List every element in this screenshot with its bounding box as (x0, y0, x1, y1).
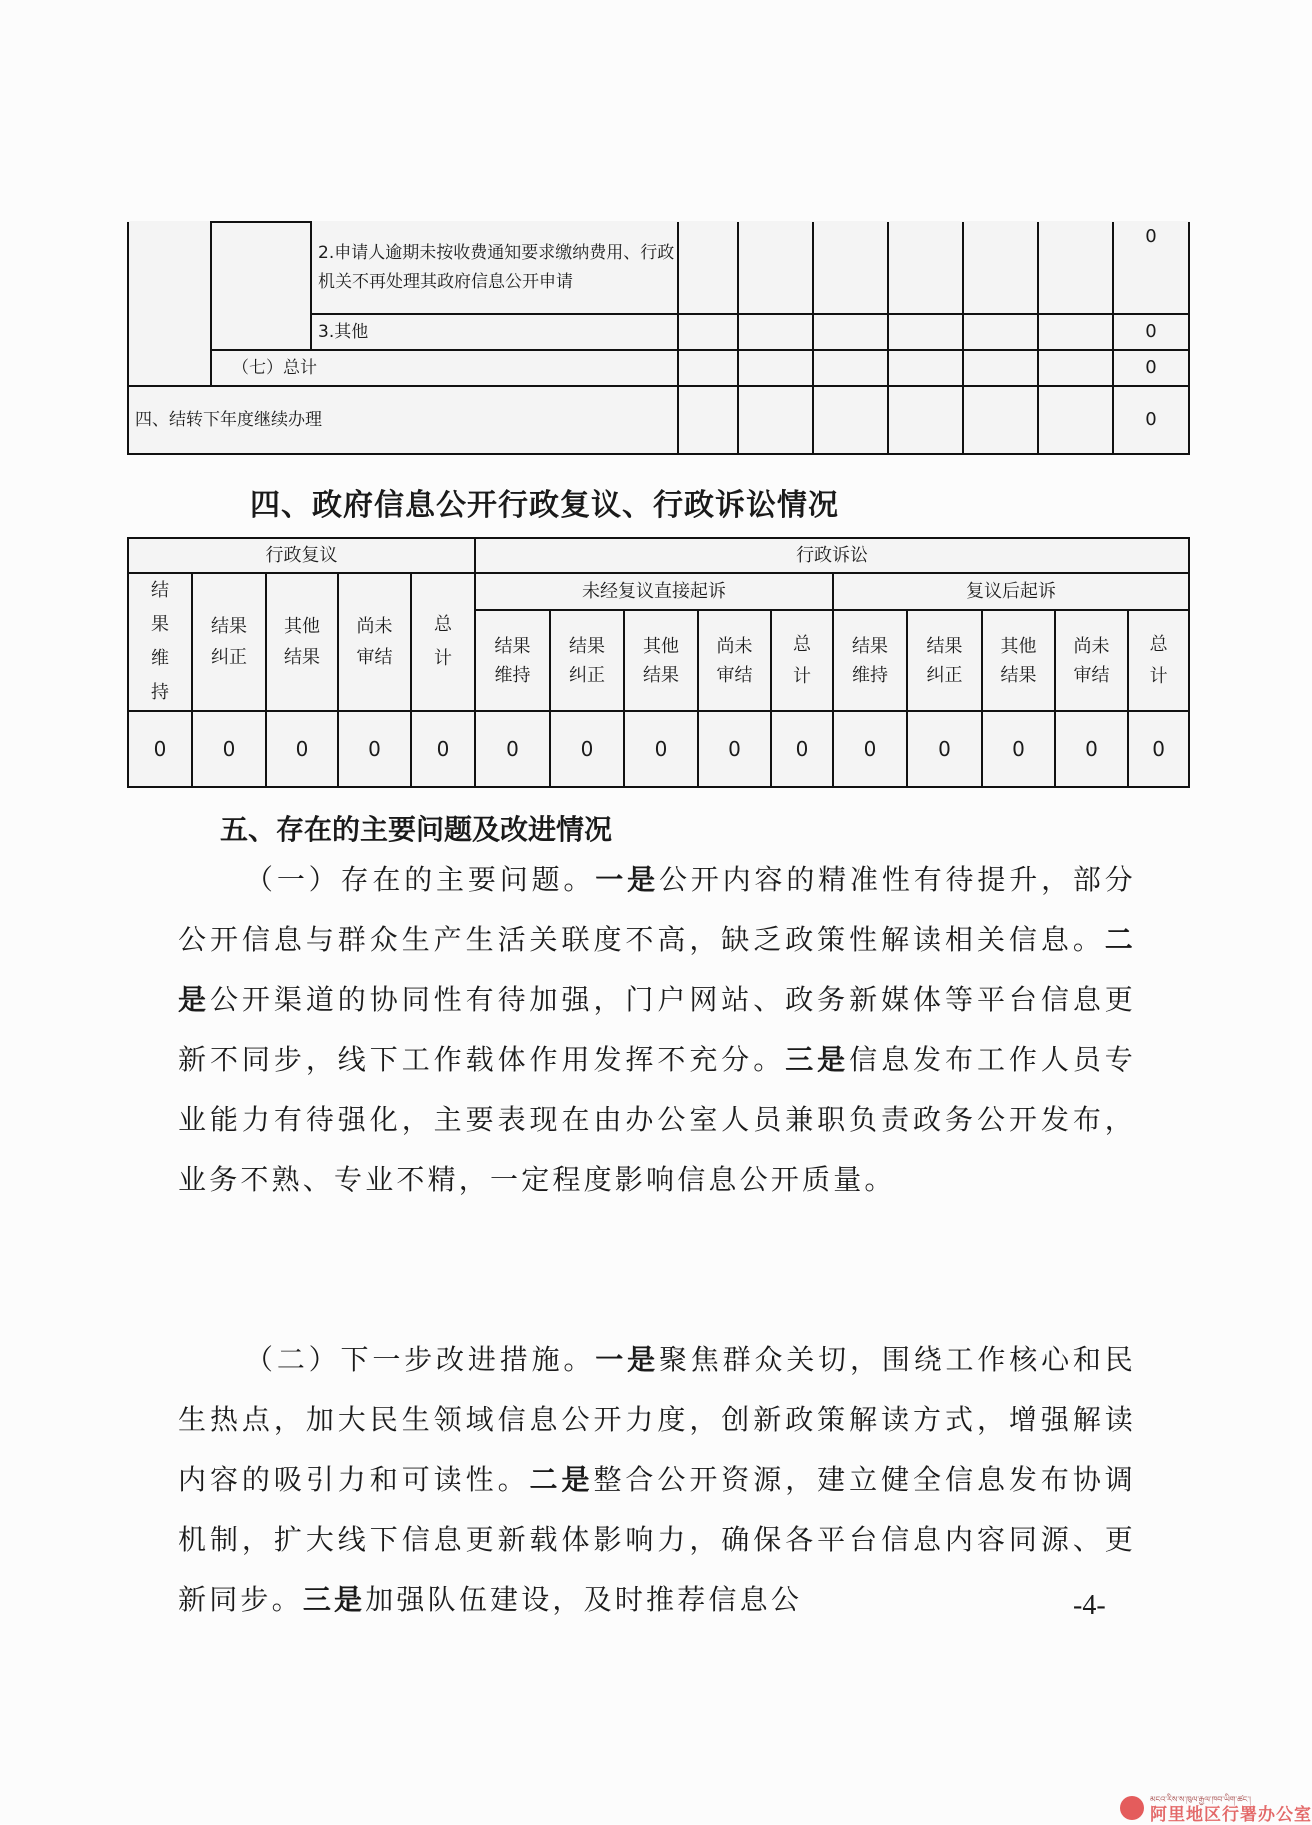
table1-outer-category-cell (128, 222, 211, 386)
col-header: 其他结果 (982, 610, 1055, 711)
point-text: 信息发布工作人员专业能力有待强化，主要表现在由办公室人员兼职负责政务公开发布，业务不熟、专业不精，一定程度影响信息公开质量。 (178, 1043, 1136, 1196)
paragraph-improvements (178, 1330, 1136, 1630)
col-header: 其他结果 (266, 573, 338, 711)
col-header: 结果维持 (475, 610, 550, 711)
subgroup-header-after-review: 复议后起诉 (833, 573, 1189, 610)
group-header-review: 行政复议 (128, 538, 475, 573)
table1-row-total: 0 (1113, 314, 1189, 350)
after-review-litigation-value: 0 (982, 711, 1055, 787)
table1-row-label: 四、结转下年度继续办理 (128, 386, 678, 454)
table1-row-total: 0 (1113, 222, 1189, 314)
paragraph-lead: （一）存在的主要问题。 (245, 863, 596, 896)
point-text: 整合公开资源，建立健全信息发布协调机制，扩大线下信息更新载体影响力，确保各平台信息内容同源、更新同步。 (178, 1463, 1137, 1616)
point-keyword: 一是 (595, 1343, 659, 1376)
watermark (1120, 1790, 1312, 1825)
section-title: 四、政府信息公开行政复议、行政诉讼情况 (250, 488, 839, 523)
col-header: 尚未审结 (698, 610, 771, 711)
review-litigation-table (127, 537, 1190, 788)
direct-litigation-value: 0 (698, 711, 771, 787)
table1-row-label: 2.申请人逾期未按收费通知要求缴纳费用、行政机关不再处理其政府信息公开申请 (311, 222, 678, 314)
after-review-litigation-value: 0 (833, 711, 907, 787)
section-title: 五、存在的主要问题及改进情况 (220, 813, 613, 846)
point-keyword: 二是 (178, 923, 1136, 1016)
col-header: 总计 (411, 573, 475, 711)
col-header: 结果纠正 (550, 610, 624, 711)
group-header-litigation: 行政诉讼 (475, 538, 1189, 573)
col-header: 尚未审结 (338, 573, 411, 711)
disclosure-stats-table-continued (127, 221, 1190, 455)
national-emblem-icon (1120, 1796, 1144, 1820)
col-header: 总计 (771, 610, 833, 711)
after-review-litigation-value: 0 (1128, 711, 1189, 787)
page-number: -4- (1073, 1590, 1106, 1621)
table1-row-total: 0 (1113, 350, 1189, 386)
col-header: 结果维持 (833, 610, 907, 711)
direct-litigation-value: 0 (624, 711, 698, 787)
point-keyword: 一是 (595, 863, 659, 896)
review-value: 0 (128, 711, 192, 787)
table1-row-label: 3.其他 (311, 314, 678, 350)
review-value: 0 (338, 711, 411, 787)
direct-litigation-value: 0 (475, 711, 550, 787)
after-review-litigation-value: 0 (907, 711, 982, 787)
col-header: 其他结果 (624, 610, 698, 711)
point-text: 公开内容的精准性有待提升，部分公开信息与群众生产生活关联度不高，缺乏政策性解读相关信息。 (178, 863, 1136, 956)
table1-row-total: 0 (1113, 386, 1189, 454)
col-header: 结果纠正 (907, 610, 982, 711)
review-value: 0 (411, 711, 475, 787)
review-value: 0 (266, 711, 338, 787)
col-header: 总计 (1128, 610, 1189, 711)
point-keyword: 二是 (529, 1463, 594, 1496)
paragraph-problems (178, 850, 1136, 1210)
table1-subcategory-cell (211, 222, 311, 350)
table1-row-label: （七）总计 (211, 350, 678, 386)
direct-litigation-value: 0 (550, 711, 624, 787)
subgroup-header-direct: 未经复议直接起诉 (475, 573, 833, 610)
col-header: 结果纠正 (192, 573, 266, 711)
point-keyword: 三是 (785, 1043, 850, 1076)
point-keyword: 三是 (302, 1583, 366, 1616)
after-review-litigation-value: 0 (1055, 711, 1128, 787)
watermark-tibetan-text: མངའ་རིས་ས་ཁུལ་རྒྱལ་ཁབ་ཡིག་ཚང་། (1150, 1795, 1251, 1804)
point-text: 加强队伍建设，及时推荐信息公 (365, 1583, 803, 1616)
col-header: 尚未审结 (1055, 610, 1128, 711)
review-value: 0 (192, 711, 266, 787)
point-text: 聚焦群众关切，围绕工作核心和民生热点，加大民生领域信息公开力度，创新政策解读方式，增强解读内容的吸引力和可读性。 (178, 1343, 1136, 1496)
point-text: 公开渠道的协同性有待加强，门户网站、政务新媒体等平台信息更新不同步，线下工作载体作用发挥不充分。 (178, 983, 1136, 1076)
direct-litigation-value: 0 (771, 711, 833, 787)
watermark-org-name: 阿里地区行署办公室 (1150, 1805, 1312, 1825)
col-header: 结果维持 (128, 573, 192, 711)
paragraph-lead: （二）下一步改进措施。 (245, 1343, 596, 1376)
